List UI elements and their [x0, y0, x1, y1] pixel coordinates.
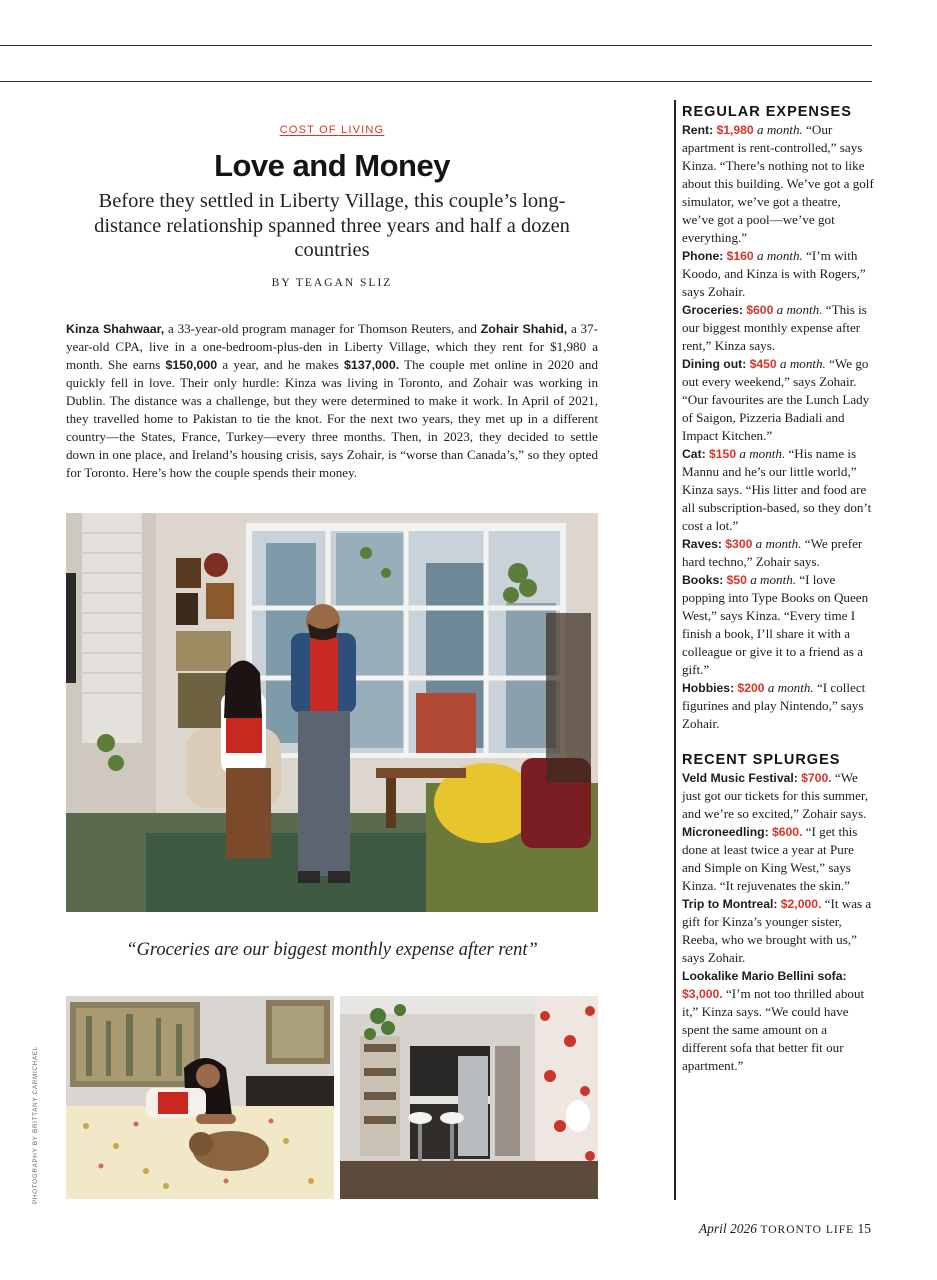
top-rule [0, 45, 872, 46]
expense-label: Groceries: [682, 303, 743, 317]
salary-zohair: $137,000. [344, 358, 400, 372]
expense-quote: “We go out every weekend,” says Zohair. “Our favourites are the Lunch Lady of Saigon, Pizzeria Badiali and Impact Kitchen.” [682, 356, 870, 443]
splurge-item-sofa [682, 967, 874, 1075]
splurge-amount: $700. [801, 771, 832, 785]
intro-text-2: a 37-year-old CPA, live in a one-bedroom-plus-den in Liberty Village, which they rent for $1,980 a month. She earns [66, 321, 598, 372]
splurge-label: Microneedling: [682, 825, 769, 839]
expense-item-rent [682, 121, 874, 247]
expense-period: a month. [767, 680, 814, 695]
expense-quote: “This is our biggest monthly expense after rent,” Kinza says. [682, 302, 867, 353]
expense-label: Raves: [682, 537, 722, 551]
expense-period: a month. [750, 572, 797, 587]
intro-paragraph [66, 320, 598, 482]
splurge-amount: $2,000. [780, 897, 822, 911]
expense-label: Dining out: [682, 357, 747, 371]
recent-splurges-heading: RECENT SPLURGES [682, 752, 841, 768]
splurge-label: Lookalike Mario Bellini sofa: [682, 969, 847, 983]
expense-item-dining-out [682, 355, 874, 445]
expense-amount: $300 [725, 537, 753, 551]
intro-text-4: The couple met online in 2020 and quickly fell in love. Their only hurdle: Kinza was living in Toronto, and Zohair was working in Dublin. The distance was a challenge, but they were determined to make it work. In April of 2021, they travelled home to Pakistan to tie the knot. For the next two years, they met up in a different country—the States, France, Turkey—every three months. Then, in 2023, they decided to settle down in one place, and Ireland’s housing crisis, says Zohair, is “worse than Canada’s,” so they opted for Toronto. Here’s how the couple spends their money. [66, 357, 599, 480]
kitchen-photo [340, 996, 598, 1199]
pull-quote: “Groceries are our biggest monthly expense after rent” [126, 940, 538, 960]
splurge-quote: “We just got our tickets for this summer, and we’re so excited,” Zohair says. [682, 770, 869, 821]
expense-quote: “I’m with Koodo, and Kinza is with Rogers,” says Zohair. [682, 248, 866, 299]
splurge-quote: “It was a gift for Kinza’s younger sister, Reeba, who we brought with us,” says Zohair. [682, 896, 872, 965]
expense-amount: $450 [749, 357, 777, 371]
expense-amount: $50 [726, 573, 747, 587]
expense-label: Rent: [682, 123, 714, 137]
expense-item-groceries [682, 301, 874, 355]
section-kicker[interactable]: COST OF LIVING [279, 124, 385, 136]
expense-period: a month. [776, 302, 823, 317]
bedroom-photo [66, 996, 334, 1199]
intro-text-3: a year, and he makes [217, 357, 345, 372]
living-room-illustration [66, 513, 598, 912]
expense-amount: $600 [746, 303, 774, 317]
page-footer [699, 1221, 871, 1237]
magazine-name: TORONTO LIFE [760, 1224, 855, 1236]
expense-quote: “His name is Mannu and he’s our little world,” Kinza says. “His litter and food are all subscription-based, so they don’t cost a lot.” [682, 446, 872, 533]
expense-item-raves [682, 535, 874, 571]
expense-period: a month. [757, 248, 803, 263]
splurge-item-veld [682, 769, 874, 823]
second-rule [0, 81, 872, 82]
expense-amount: $200 [737, 681, 765, 695]
headline: Love and Money [214, 148, 450, 183]
splurge-amount: $600. [771, 825, 803, 839]
splurge-quote: “I’m not too thrilled about it,” Kinza says. “We could have spent the same amount on a different sofa that better fit our apartment.” [682, 986, 865, 1073]
intro-text-1: a 33-year-old program manager for Thomson Reuters, and [164, 321, 481, 336]
splurge-item-montreal [682, 895, 874, 967]
expense-quote: “Our apartment is rent-controlled,” says Kinza. “There’s nothing not to like about this building. We’ve got a golf simulator, we’ve got a theatre, we’ve got a pool—we’ve got everything.” [682, 122, 874, 245]
expense-label: Cat: [682, 447, 706, 461]
dek: Before they settled in Liberty Village, this couple’s long-distance relationship spanned three years and half a dozen countries [94, 190, 570, 261]
expense-period: a month. [739, 446, 786, 461]
byline: BY TEAGAN SLIZ [271, 277, 393, 289]
expense-period: a month. [755, 536, 802, 551]
expense-amount: $1,980 [716, 123, 754, 137]
expense-quote: “I collect figurines and play Nintendo,” says Zohair. [682, 680, 866, 731]
expense-period: a month. [757, 122, 803, 137]
name-zohair: Zohair Shahid, [480, 322, 568, 336]
expense-label: Phone: [682, 249, 724, 263]
sidebar-divider [674, 100, 676, 1200]
expense-quote: “I love popping into Type Books on Queen West,” says Kinza. “Every time I finish a book, I’ll share it with a colleague or give it to a friend as a gift.” [682, 572, 869, 677]
splurge-label: Veld Music Festival: [682, 771, 798, 785]
expenses-sidebar [682, 103, 874, 1075]
expense-item-hobbies [682, 679, 874, 733]
expense-quote: “We prefer hard techno,” Zohair says. [682, 536, 863, 569]
expense-item-books [682, 571, 874, 679]
expense-amount: $150 [708, 447, 737, 461]
expense-item-phone [682, 247, 874, 301]
salary-kinza: $150,000 [165, 358, 218, 372]
splurge-item-microneedling [682, 823, 874, 895]
expense-item-cat [682, 445, 874, 535]
bedroom-illustration [66, 996, 334, 1199]
splurge-label: Trip to Montreal: [682, 897, 778, 911]
page-number: 15 [857, 1221, 871, 1236]
expense-label: Books: [682, 573, 724, 587]
photo-credit: PHOTOGRAPHY BY BRITTANY CARMICHAEL [32, 1046, 39, 1204]
splurge-amount: $3,000. [682, 987, 723, 1001]
expense-amount: $160 [726, 249, 754, 263]
splurge-quote: “I get this done at least twice a year at Pure and Simple on King West,” says Kinza. “It rejuvenates the skin.” [682, 824, 858, 893]
main-photo-living-room [66, 513, 598, 912]
expense-label: Hobbies: [682, 681, 735, 695]
expense-period: a month. [780, 356, 826, 371]
issue-date: April 2026 [698, 1221, 758, 1236]
regular-expenses-heading: REGULAR EXPENSES [682, 104, 852, 120]
name-kinza: Kinza Shahwaar, [66, 322, 165, 336]
kitchen-illustration [340, 996, 598, 1199]
